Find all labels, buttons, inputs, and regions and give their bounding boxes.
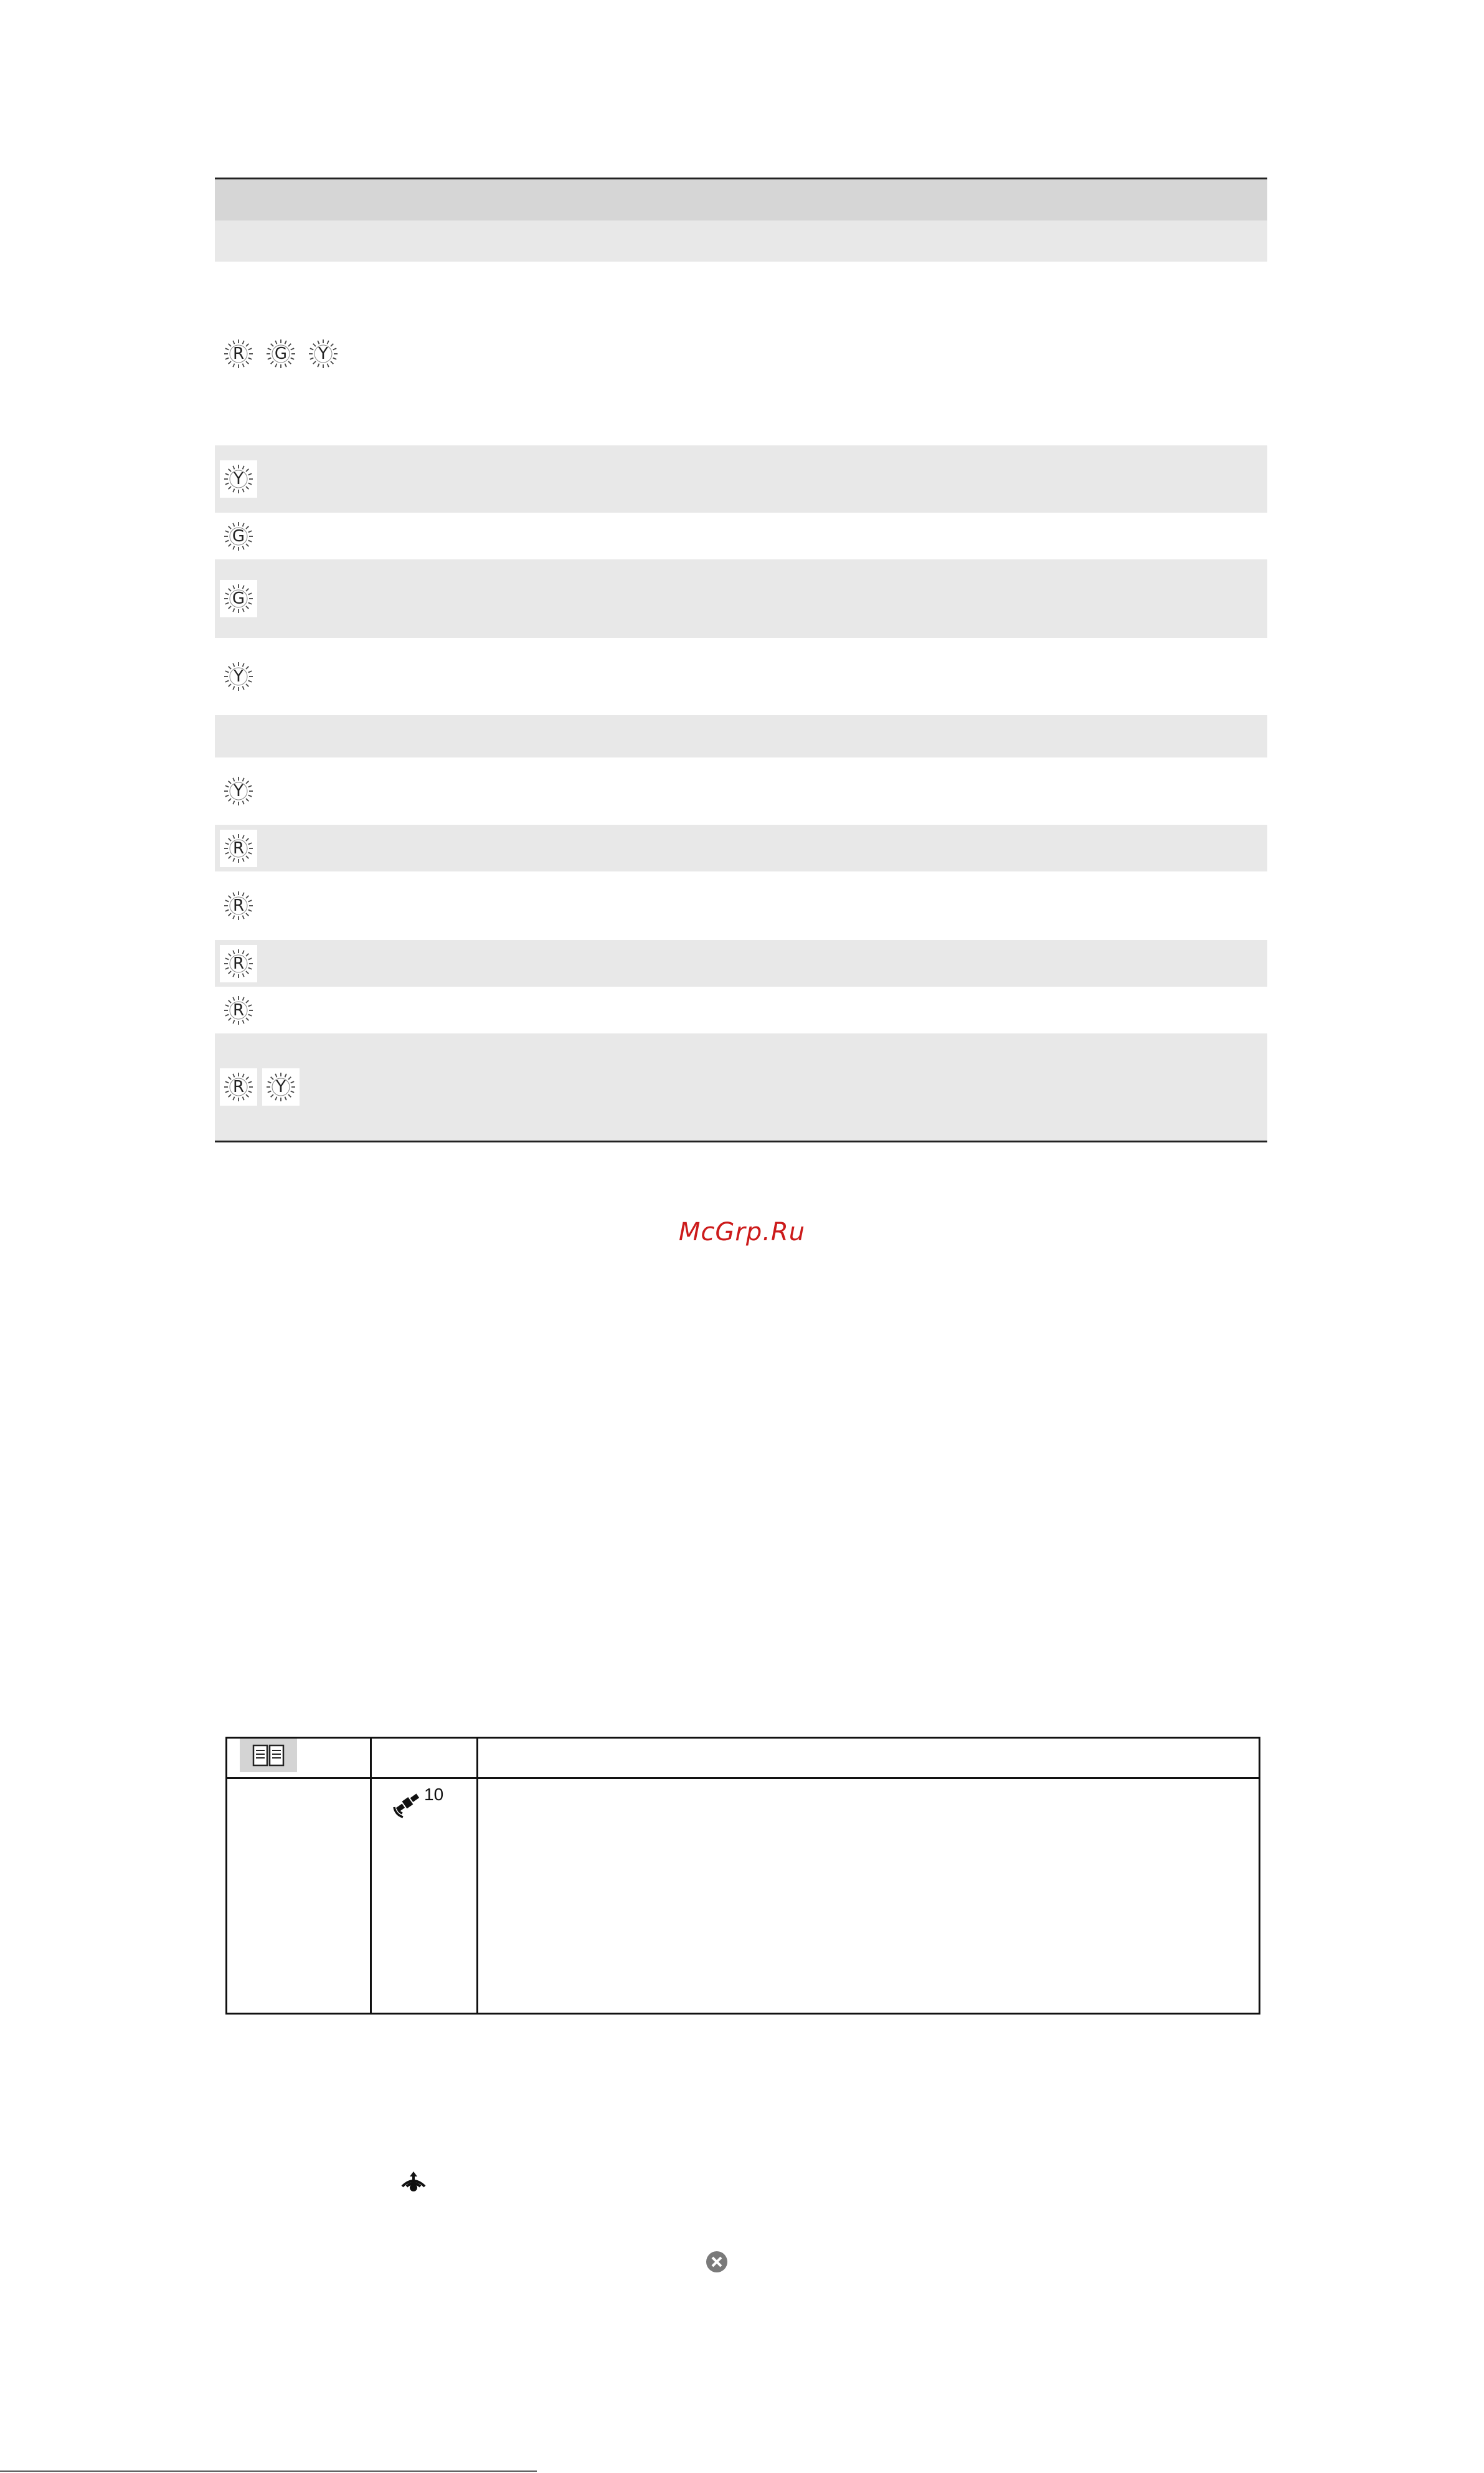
watermark: McGrp.Ru	[678, 1218, 806, 1246]
led-table-row	[215, 221, 1267, 262]
led-icons-cell	[215, 658, 257, 695]
blinking-led-icon	[220, 658, 257, 695]
led-letter: R	[232, 344, 245, 363]
spec-table	[225, 1737, 1260, 2015]
open-book-icon	[240, 1739, 297, 1772]
blinking-led-icon	[220, 580, 257, 617]
led-table-row	[215, 715, 1267, 757]
led-letter: G	[274, 344, 288, 363]
led-icons-cell	[215, 945, 257, 982]
led-icons-cell	[215, 1068, 300, 1106]
led-letter: R	[232, 896, 245, 915]
spec-table-column-divider	[370, 1739, 372, 2013]
blinking-led-icon	[220, 518, 257, 555]
led-table-row	[215, 757, 1267, 825]
led-table-row	[215, 1033, 1267, 1141]
led-table-row	[215, 262, 1267, 445]
led-table-row	[215, 559, 1267, 638]
footnote-divider	[0, 2471, 537, 2472]
led-letter: Y	[234, 782, 243, 800]
spec-table-column-divider	[476, 1739, 478, 2013]
led-table-row	[215, 513, 1267, 559]
led-letter: R	[232, 838, 245, 858]
wireless-setup-icon	[399, 2168, 428, 2200]
blinking-led-icon	[220, 772, 257, 810]
led-letter: Y	[276, 1078, 286, 1096]
blinking-led-icon	[220, 945, 257, 982]
led-letter: G	[232, 589, 245, 608]
led-icons-cell	[215, 772, 257, 810]
close-circle-icon	[705, 2250, 729, 2276]
led-table-row	[215, 445, 1267, 513]
led-letter: R	[232, 1078, 245, 1096]
led-icons-cell	[215, 335, 342, 373]
blinking-led-icon	[262, 335, 300, 373]
led-letter: Y	[318, 344, 328, 363]
led-icons-cell	[215, 460, 257, 498]
led-icons-cell	[215, 830, 257, 867]
led-icons-cell	[215, 518, 257, 555]
blinking-led-icon	[220, 992, 257, 1029]
led-letter: R	[232, 1000, 245, 1020]
led-letter: Y	[234, 667, 243, 686]
led-table-row	[215, 638, 1267, 715]
blinking-led-icon	[220, 1068, 257, 1106]
led-table-row	[215, 825, 1267, 871]
led-icons-cell	[215, 887, 257, 924]
led-letter: G	[232, 526, 245, 546]
led-icons-cell	[215, 992, 257, 1029]
satellite-icon	[390, 1788, 423, 1823]
spec-table-header-divider	[227, 1777, 1259, 1779]
blinking-led-icon	[262, 1068, 300, 1106]
led-table-row	[215, 987, 1267, 1033]
blinking-led-icon	[220, 830, 257, 867]
led-table-row	[215, 179, 1267, 221]
satellite-cell	[390, 1785, 444, 1823]
blinking-led-icon	[220, 460, 257, 498]
blinking-led-icon	[220, 887, 257, 924]
led-letter: R	[232, 954, 245, 973]
blinking-led-icon	[220, 335, 257, 373]
led-icons-cell	[215, 580, 257, 617]
satellite-superscript: 10	[424, 1785, 444, 1804]
led-table-row	[215, 871, 1267, 940]
led-letter: Y	[234, 470, 243, 488]
blinking-led-icon	[305, 335, 342, 373]
led-status-table	[215, 178, 1267, 1142]
led-table-row	[215, 940, 1267, 987]
